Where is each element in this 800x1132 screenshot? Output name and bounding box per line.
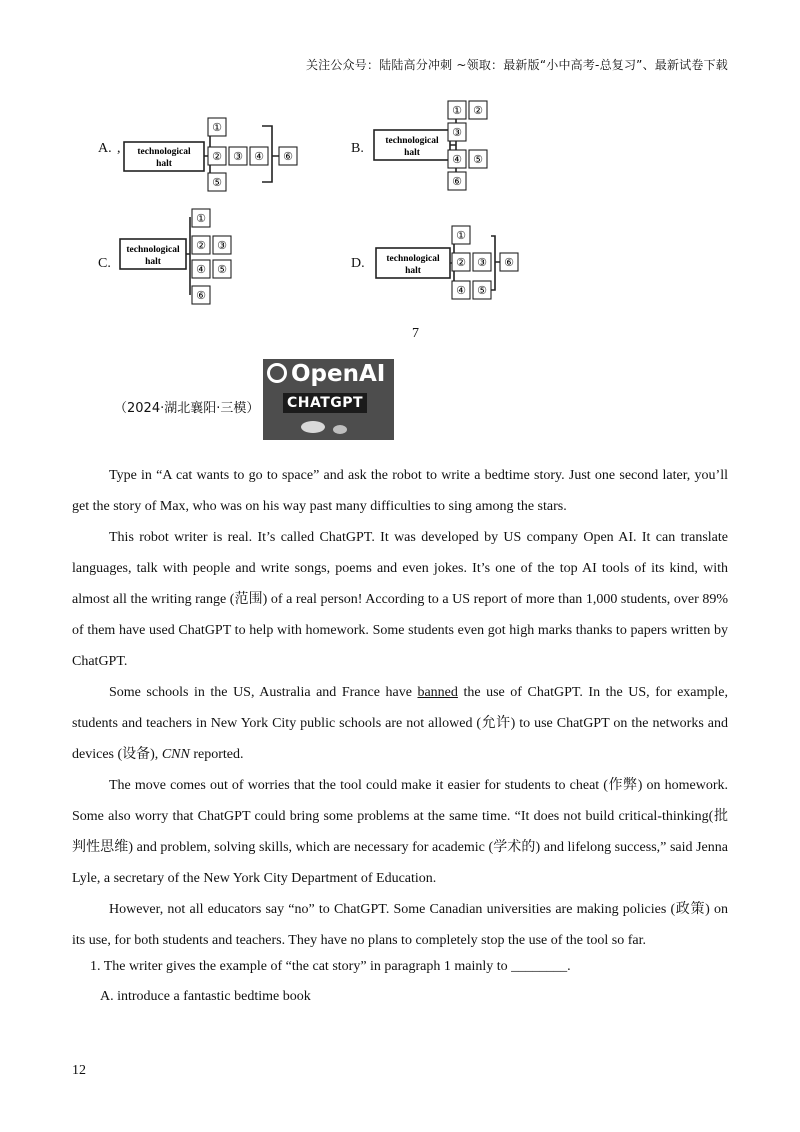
option-d-diagram <box>374 224 524 304</box>
svg-text:halt: halt <box>405 266 421 276</box>
svg-text:⑤: ⑤ <box>217 264 227 276</box>
svg-text:technological: technological <box>137 147 191 157</box>
svg-text:④: ④ <box>254 151 264 163</box>
svg-text:technological: technological <box>126 245 180 255</box>
openai-chatgpt-logo <box>263 359 394 440</box>
paragraph-4: The move comes out of worries that the tool could make it easier for students to cheat (作弊) on homework. Some also worry that ChatGPT could bring some problems at the same time. “It does not build critical-thinking(批判性思维) and problem, solving skills, which are necessary for academic (学术的) and lifelong success,” said Jenna Lyle, a secretary of the New York City Department of Education. <box>72 778 728 886</box>
svg-text:②: ② <box>196 240 206 252</box>
option-c-label: C. <box>98 256 111 271</box>
svg-text:④: ④ <box>456 285 466 297</box>
svg-text:②: ② <box>473 105 483 117</box>
svg-text:②: ② <box>456 257 466 269</box>
svg-text:⑥: ⑥ <box>196 290 206 302</box>
svg-text:⑥: ⑥ <box>504 257 514 269</box>
question-1-option-a: A. introduce a fantastic bedtime book <box>100 989 311 1004</box>
option-b-label: B. <box>351 141 364 156</box>
svg-text:②: ② <box>212 151 222 163</box>
option-a-diagram <box>122 116 302 192</box>
svg-text:halt: halt <box>404 148 420 158</box>
svg-text:technological: technological <box>386 254 440 264</box>
svg-text:⑥: ⑥ <box>452 176 462 188</box>
svg-text:⑥: ⑥ <box>283 151 293 163</box>
section-number: 7 <box>412 326 419 341</box>
logo-openai-text: OpenAI <box>291 361 386 387</box>
svg-text:halt: halt <box>145 257 161 267</box>
svg-text:③: ③ <box>233 151 243 163</box>
banned-word: banned <box>417 685 458 700</box>
source-label: （2024·湖北襄阳·三模） <box>114 401 260 416</box>
svg-text:①: ① <box>212 122 222 134</box>
option-c-diagram <box>118 207 238 305</box>
option-d-label: D. <box>351 256 365 271</box>
svg-text:③: ③ <box>217 240 227 252</box>
svg-text:④: ④ <box>452 154 462 166</box>
svg-text:⑤: ⑤ <box>477 285 487 297</box>
paragraph-2: This robot writer is real. It’s called ChatGPT. It was developed by US company Open AI. It can translate languages, talk with people and write songs, poems and even jokes. It’s one of the top AI tools of its kind, with almost all the writing range (范围) of a real person! According to a US report of more than 1,000 students, over 89% of them have used ChatGPT to help with homework. Some students even got high marks thanks to papers written by ChatGPT. <box>72 530 728 669</box>
option-a-comma: , <box>117 141 121 156</box>
paragraph-1: Type in “A cat wants to go to space” and ask the robot to write a bedtime story. Just one second later, you’ll get the story of Max, who was on his way past many difficulties to sing among the stars. <box>72 468 728 514</box>
page-header: 关注公众号：陆陆高分冲刺 ~领取：最新版“小中高考-总复习”、最新试卷下载 <box>305 58 728 72</box>
svg-text:③: ③ <box>477 257 487 269</box>
option-a-label: A. <box>98 141 112 156</box>
svg-text:technological: technological <box>385 136 439 146</box>
logo-chatgpt-text: CHATGPT <box>283 393 367 413</box>
svg-text:halt: halt <box>156 159 172 169</box>
svg-text:①: ① <box>456 230 466 242</box>
svg-text:①: ① <box>452 105 462 117</box>
svg-text:③: ③ <box>452 127 462 139</box>
svg-text:①: ① <box>196 213 206 225</box>
page-number: 12 <box>72 1063 86 1078</box>
paragraph-5: However, not all educators say “no” to ChatGPT. Some Canadian universities are making policies (政策) on its use, for both students and teachers. They have no plans to completely stop the use of the tool so far. <box>72 902 728 948</box>
openai-knot-icon <box>267 363 287 383</box>
paragraph-3: Some schools in the US, Australia and France have banned the use of ChatGPT. In the US, for example, students and teachers in New York City public schools are not allowed (允许) to use ChatGPT on the networks and devices (设备), CNN reported. <box>72 685 728 762</box>
option-b-diagram <box>372 100 492 192</box>
svg-text:⑤: ⑤ <box>212 177 222 189</box>
svg-text:④: ④ <box>196 264 206 276</box>
question-1: 1. The writer gives the example of “the cat story” in paragraph 1 mainly to ________. <box>90 959 571 974</box>
svg-text:⑤: ⑤ <box>473 154 483 166</box>
